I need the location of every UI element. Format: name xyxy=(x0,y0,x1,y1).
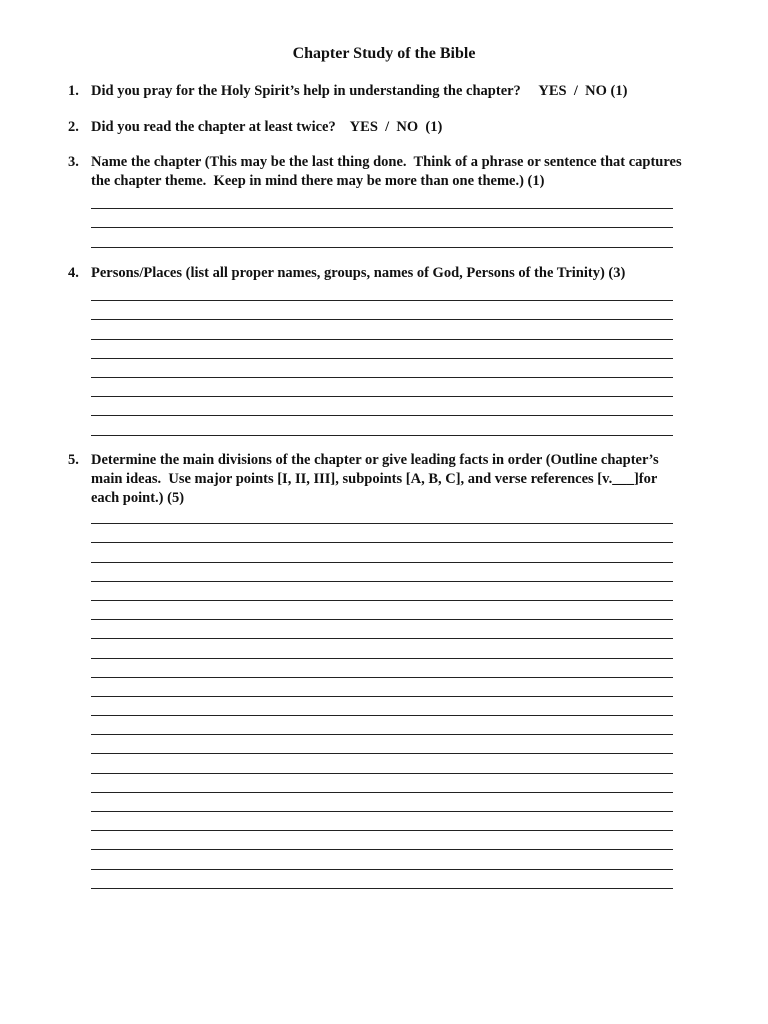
answer-line[interactable] xyxy=(91,524,673,543)
answer-line[interactable] xyxy=(91,228,673,247)
answer-line[interactable] xyxy=(91,735,673,754)
question-1 xyxy=(68,82,688,101)
question-text: Did you pray for the Holy Spirit’s help in understanding the chapter? YES / NO (1) xyxy=(91,83,628,99)
answer-line[interactable] xyxy=(91,812,673,831)
answer-line[interactable] xyxy=(91,563,673,582)
answer-line[interactable] xyxy=(91,716,673,735)
question-number: 2. xyxy=(68,119,79,135)
answer-line[interactable] xyxy=(91,754,673,773)
answer-line[interactable] xyxy=(91,774,673,793)
question-number: 1. xyxy=(68,83,79,99)
answer-line[interactable] xyxy=(91,301,673,320)
question-2 xyxy=(68,118,688,137)
answer-lines-question-4 xyxy=(91,282,673,436)
question-4 xyxy=(68,264,688,283)
answer-line[interactable] xyxy=(91,850,673,869)
answer-line[interactable] xyxy=(91,582,673,601)
answer-line[interactable] xyxy=(91,190,673,209)
answer-line[interactable] xyxy=(91,378,673,397)
answer-line[interactable] xyxy=(91,793,673,812)
question-3 xyxy=(68,153,688,191)
question-number: 3. xyxy=(68,154,79,170)
page-title: Chapter Study of the Bible xyxy=(292,45,476,62)
answer-line[interactable] xyxy=(91,697,673,716)
answer-lines-question-5 xyxy=(91,505,673,889)
question-text: Determine the main divisions of the chapter or give leading facts in order (Outline chapter’s main ideas. Use major points [I, II, III], subpoints [A, B, C], and verse references [v.___]for each point.) (5) xyxy=(91,452,663,506)
answer-line[interactable] xyxy=(91,678,673,697)
answer-line[interactable] xyxy=(91,601,673,620)
answer-lines-question-3 xyxy=(91,190,673,248)
question-number: 4. xyxy=(68,265,79,281)
answer-line[interactable] xyxy=(91,359,673,378)
question-text: Name the chapter (This may be the last thing done. Think of a phrase or sentence that captures the chapter theme. Keep in mind there may be more than one theme.) (1) xyxy=(91,154,686,189)
answer-line[interactable] xyxy=(91,505,673,524)
answer-line[interactable] xyxy=(91,209,673,228)
question-number: 5. xyxy=(68,452,79,468)
answer-line[interactable] xyxy=(91,543,673,562)
answer-line[interactable] xyxy=(91,639,673,658)
question-text: Persons/Places (list all proper names, groups, names of God, Persons of the Trinity) (3) xyxy=(91,265,626,281)
answer-line[interactable] xyxy=(91,620,673,639)
answer-line[interactable] xyxy=(91,831,673,850)
answer-line[interactable] xyxy=(91,340,673,359)
answer-line[interactable] xyxy=(91,416,673,435)
answer-line[interactable] xyxy=(91,320,673,339)
answer-line[interactable] xyxy=(91,282,673,301)
answer-line[interactable] xyxy=(91,659,673,678)
question-5 xyxy=(68,451,688,508)
answer-line[interactable] xyxy=(91,397,673,416)
question-text: Did you read the chapter at least twice? YES / NO (1) xyxy=(91,119,443,135)
answer-line[interactable] xyxy=(91,870,673,889)
